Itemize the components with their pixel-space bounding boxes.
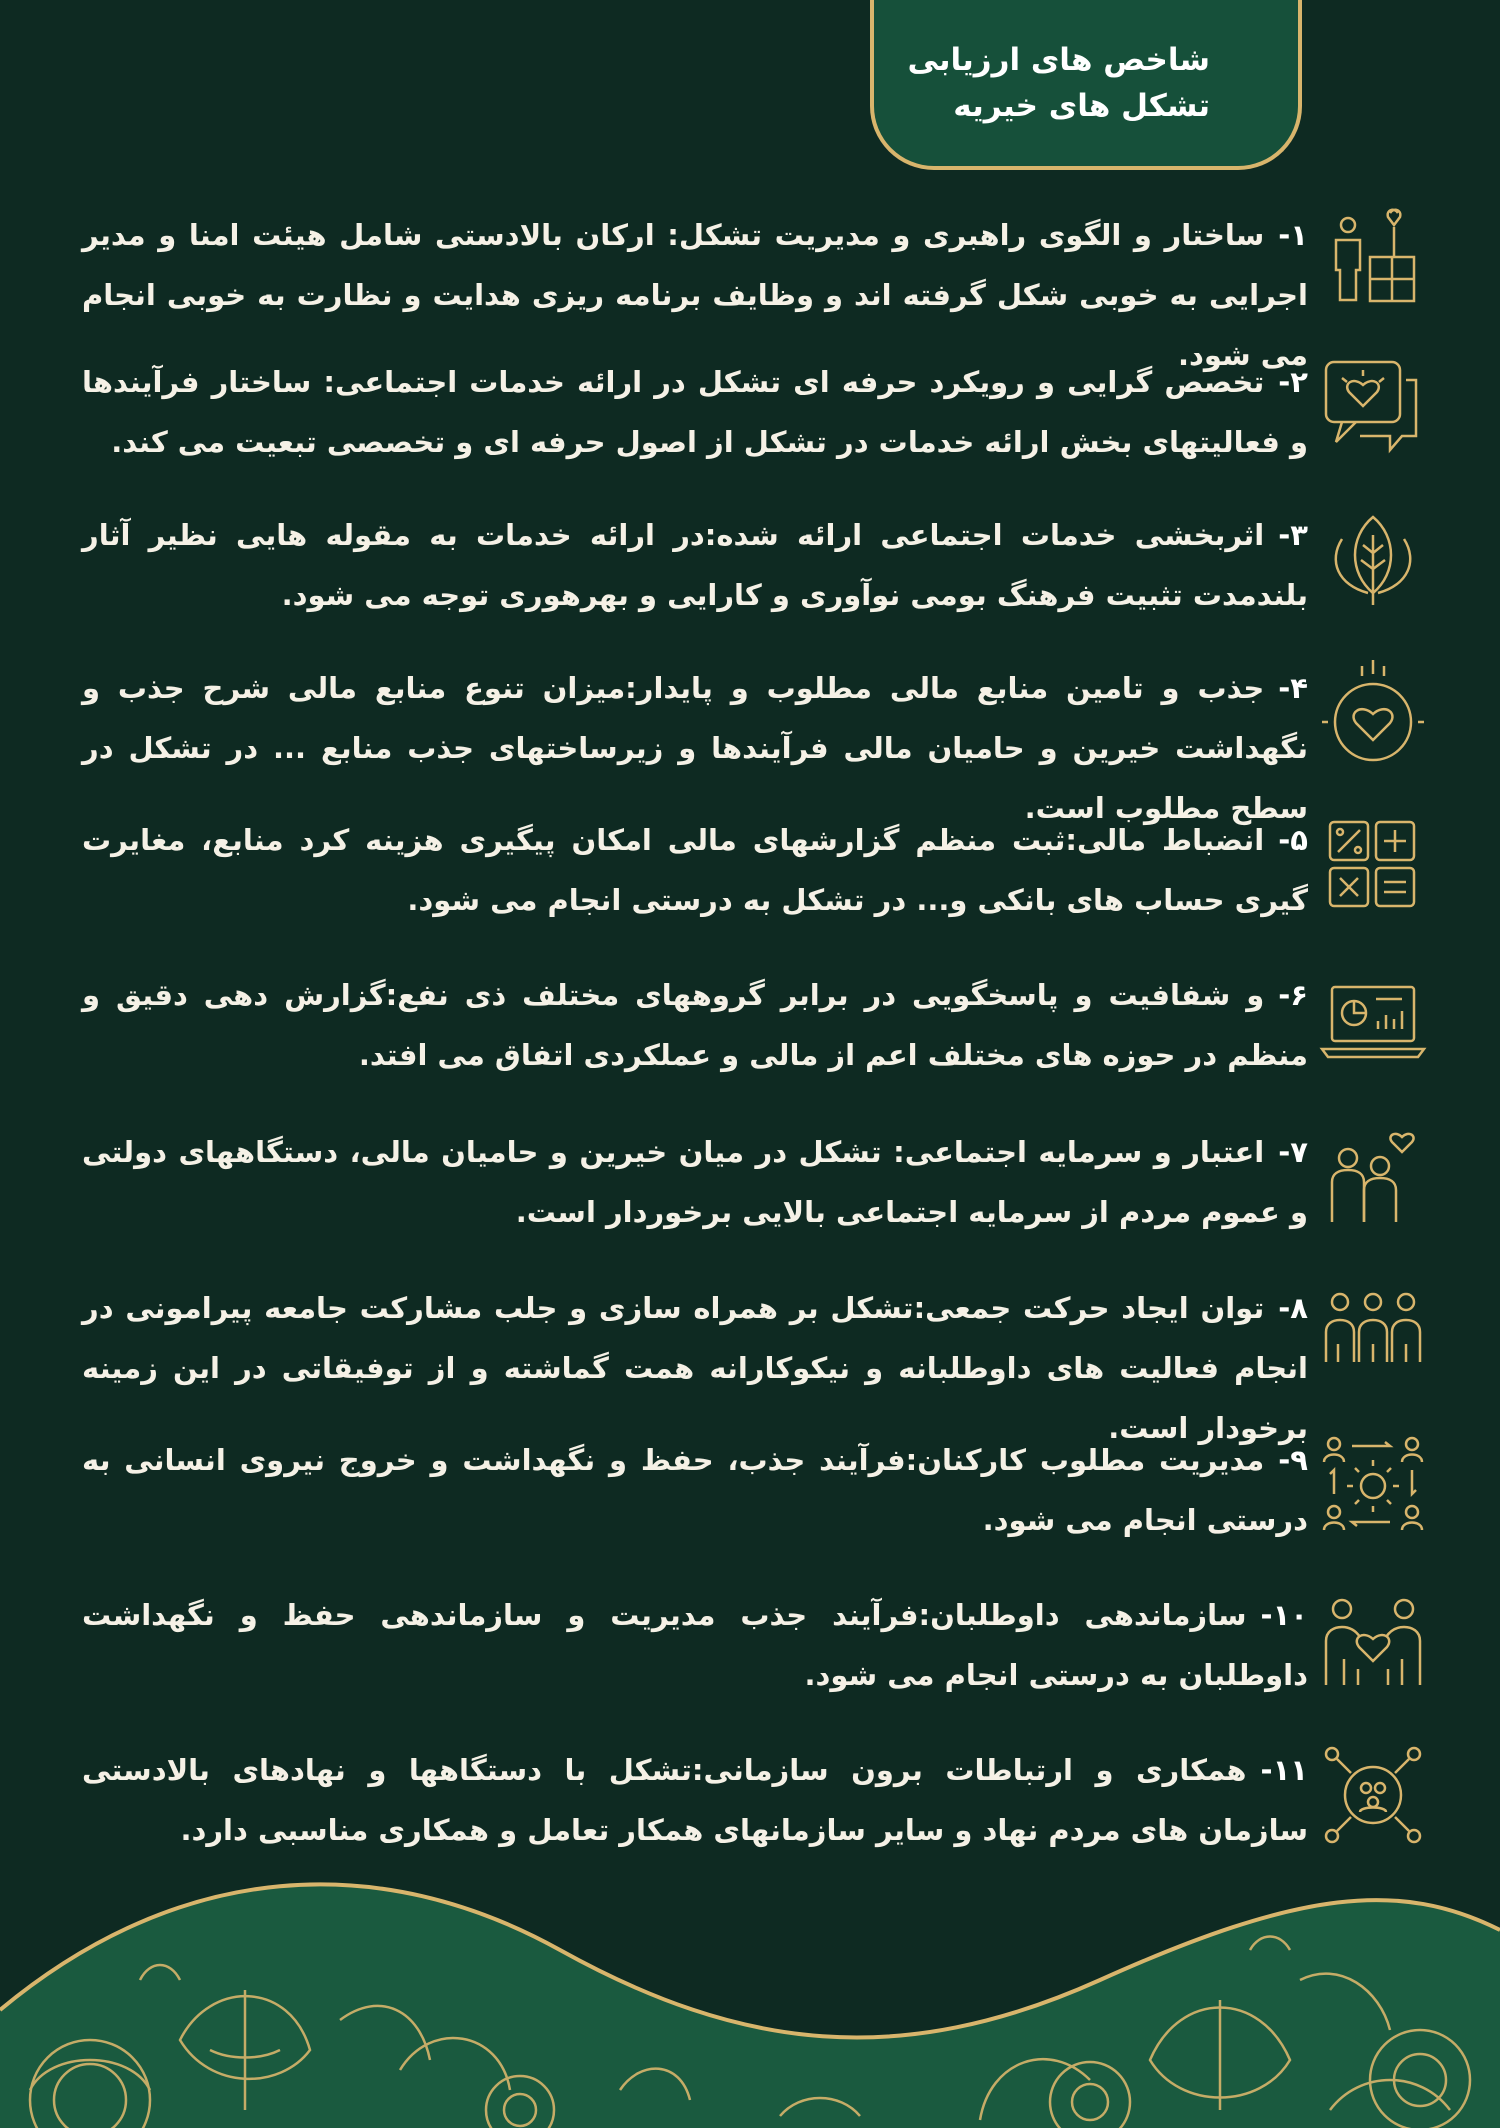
item-body: تخصص گرایی و رویکرد حرفه ای تشکل در ارائه خدمات اجتماعی: ساختار فرآیندها و فعالیتهای بخش ارائه خدمات در تشکل از اصول حرفه ای و تخصصی تبعیت می کند. bbox=[82, 365, 1308, 459]
title-line-1: شاخص های ارزیابی bbox=[907, 41, 1210, 78]
item-body: جذب و تامین منابع مالی مطلوب و پایدار:میزان تنوع منابع مالی شرح جذب و نگهداشت خیرین و حامیان مالی فرآیندها و زیرساختهای جذب منابع ... در تشکل در سطح مطلوب است. bbox=[82, 671, 1308, 825]
item-number: ۹- bbox=[1278, 1443, 1308, 1477]
volunteers-heart-icon bbox=[1318, 1585, 1428, 1695]
item-text-7 bbox=[82, 1122, 1308, 1242]
item-number: ۴- bbox=[1278, 671, 1308, 705]
list-item-6 bbox=[0, 965, 1500, 1095]
item-number: ۱۰- bbox=[1260, 1598, 1308, 1632]
item-body: انضباط مالی:ثبت منظم گزارشهای مالی امکان پیگیری هزینه کرد منابع، مغایرت گیری حساب های بانکی و... در تشکل به درستی انجام می شود. bbox=[82, 823, 1308, 917]
item-number: ۶- bbox=[1278, 978, 1308, 1012]
calculator-icon bbox=[1318, 810, 1428, 920]
item-body: اثربخشی خدمات اجتماعی ارائه شده:در ارائه خدمات به مقوله هایی نظیر آثار بلندمدت تثبیت فرهنگ بومی نوآوری و کارایی و بهرهوری توجه می شود. bbox=[82, 518, 1308, 612]
network-people-icon bbox=[1318, 1740, 1428, 1850]
item-body: سازماندهی داوطلبان:فرآیند جذب مدیریت و سازماندهی حفظ و نگهداشت داوطلبان به درستی انجام می شود. bbox=[82, 1598, 1308, 1692]
floral-wave-decoration bbox=[0, 1840, 1500, 2128]
item-number: ۷- bbox=[1278, 1135, 1308, 1169]
list-item-8 bbox=[0, 1278, 1500, 1445]
list-item-7 bbox=[0, 1122, 1500, 1252]
heart-burst-icon bbox=[1318, 658, 1428, 768]
item-text-3 bbox=[82, 505, 1308, 625]
item-number: ۱۱- bbox=[1260, 1753, 1308, 1787]
item-body: و شفافیت و پاسخگویی در برابر گروههای مختلف ذی نفع:گزارش دهی دقیق و منظم در حوزه های مختلف اعم از مالی و عملکردی اتفاق می افتد. bbox=[82, 978, 1308, 1072]
item-number: ۱- bbox=[1278, 218, 1308, 252]
item-body: همکاری و ارتباطات برون سازمانی:تشکل با دستگاهها و نهادهای بالادستی سازمان های مردم نهاد و سایر سازمانهای همکار تعامل و همکاری مناسبی دارد. bbox=[82, 1753, 1308, 1847]
team-group-icon bbox=[1318, 1278, 1428, 1388]
item-text-2 bbox=[82, 352, 1308, 472]
item-text-5 bbox=[82, 810, 1308, 930]
heart-speech-bubble-icon bbox=[1318, 352, 1428, 462]
list-item-5 bbox=[0, 810, 1500, 940]
item-body: ساختار و الگوی راهبری و مدیریت تشکل: ارکان بالادستی شامل هیئت امنا و مدیر اجرایی به خوبی شکل گرفته اند و وظایف برنامه ریزی هدایت و نظارت به خوبی انجام می شود. bbox=[82, 218, 1308, 372]
item-text-10 bbox=[82, 1585, 1308, 1705]
item-number: ۲- bbox=[1278, 365, 1308, 399]
item-text-9 bbox=[82, 1430, 1308, 1550]
item-number: ۵- bbox=[1278, 823, 1308, 857]
item-body: مدیریت مطلوب کارکنان:فرآیند جذب، حفظ و نگهداشت و خروج نیروی انسانی به درستی انجام می شود. bbox=[82, 1443, 1308, 1537]
list-item-1 bbox=[0, 205, 1500, 372]
people-heart-icon bbox=[1318, 1122, 1428, 1232]
list-item-4 bbox=[0, 658, 1500, 825]
list-item-10 bbox=[0, 1585, 1500, 1715]
item-body: اعتبار و سرمایه اجتماعی: تشکل در میان خیرین و حامیان مالی، دستگاههای دولتی و عموم مردم از سرمایه اجتماعی بالایی برخوردار است. bbox=[82, 1135, 1308, 1229]
lotus-leaf-icon bbox=[1318, 505, 1428, 615]
laptop-report-icon bbox=[1318, 965, 1428, 1075]
item-number: ۸- bbox=[1278, 1291, 1308, 1325]
item-body: توان ایجاد حرکت جمعی:تشکل بر همراه سازی و جلب مشارکت جامعه پیرامونی در انجام فعالیت های داوطلبانه و نیکوکارانه همت گماشته و از توفیقاتی در این زمینه برخودار است. bbox=[82, 1291, 1308, 1445]
item-text-6 bbox=[82, 965, 1308, 1085]
item-number: ۳- bbox=[1278, 518, 1308, 552]
list-item-3 bbox=[0, 505, 1500, 635]
list-item-9 bbox=[0, 1430, 1500, 1560]
list-item-2 bbox=[0, 352, 1500, 482]
title-line-2: تشکل های خیریه bbox=[953, 88, 1210, 124]
people-gear-icon bbox=[1318, 1430, 1428, 1540]
presenter-chart-icon bbox=[1318, 205, 1428, 315]
title-tab bbox=[870, 0, 1302, 170]
